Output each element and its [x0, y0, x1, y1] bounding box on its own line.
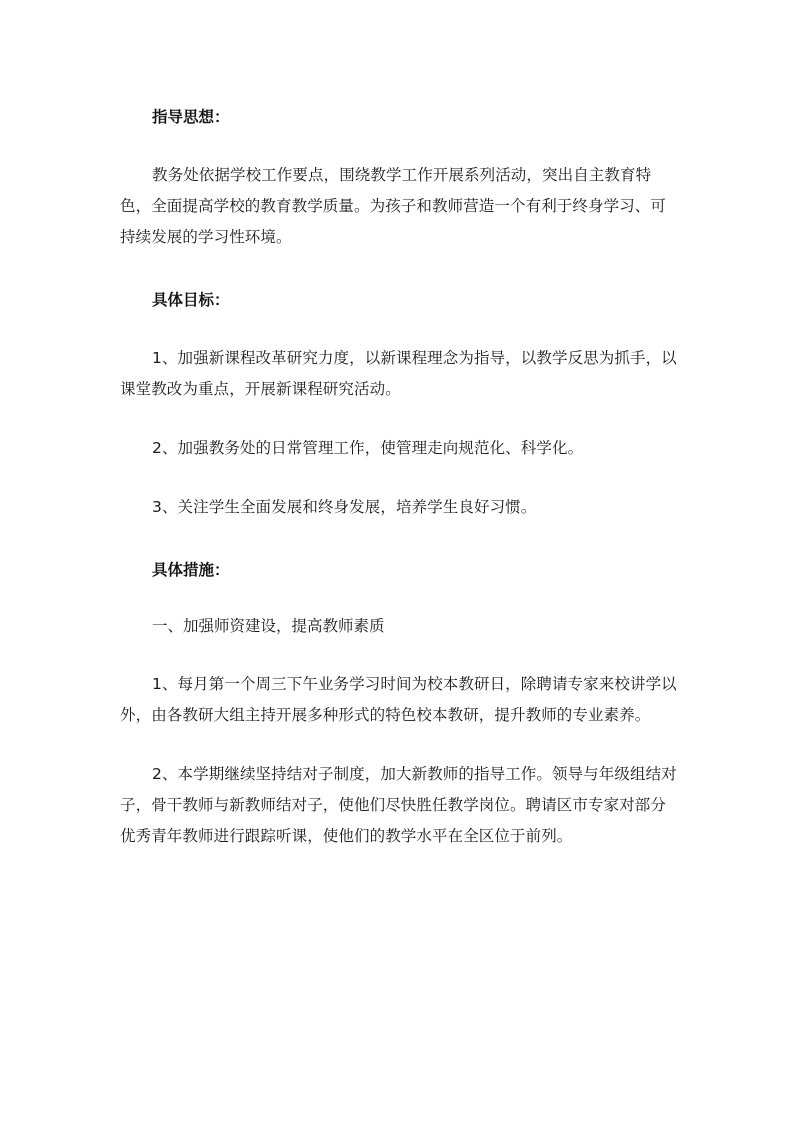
guiding-title: 指导思想：: [152, 108, 230, 126]
goal-item-1: 1、加强新课程改革研究力度，以新课程理念为指导，以教学反思为抓手，以课堂教改为重点，开展新课程研究活动。: [120, 349, 677, 398]
measure-item-1: 1、每月第一个周三下午业务学习时间为校本教研日，除聘请专家来校讲学以外，由各教研大组主持开展多种形式的特色校本教研，提升教师的专业素养。: [120, 675, 677, 724]
goals-title: 具体目标：: [152, 291, 230, 309]
measure-section-heading: 一、加强师资建设，提高教师素质: [152, 617, 385, 635]
goal-item-2: 2、加强教务处的日常管理工作，使管理走向规范化、科学化。: [152, 439, 584, 457]
document-body: [120, 104, 680, 852]
guiding-paragraph: 教务处依据学校工作要点，围绕教学工作开展系列活动，突出自主教育特色，全面提高学校的教育教学质量。为孩子和教师营造一个有利于终身学习、可持续发展的学习性环境。: [120, 166, 667, 246]
measure-item-2: 2、本学期继续坚持结对子制度，加大新教师的指导工作。领导与年级组结对子，骨干教师与新教师结对子，使他们尽快胜任教学岗位。聘请区市专家对部分优秀青年教师进行跟踪听课，使他们的教学水平在全区位于前列。: [120, 765, 677, 845]
measures-title: 具体措施：: [152, 561, 230, 579]
goal-item-3: 3、关注学生全面发展和终身发展，培养学生良好习惯。: [152, 498, 537, 516]
